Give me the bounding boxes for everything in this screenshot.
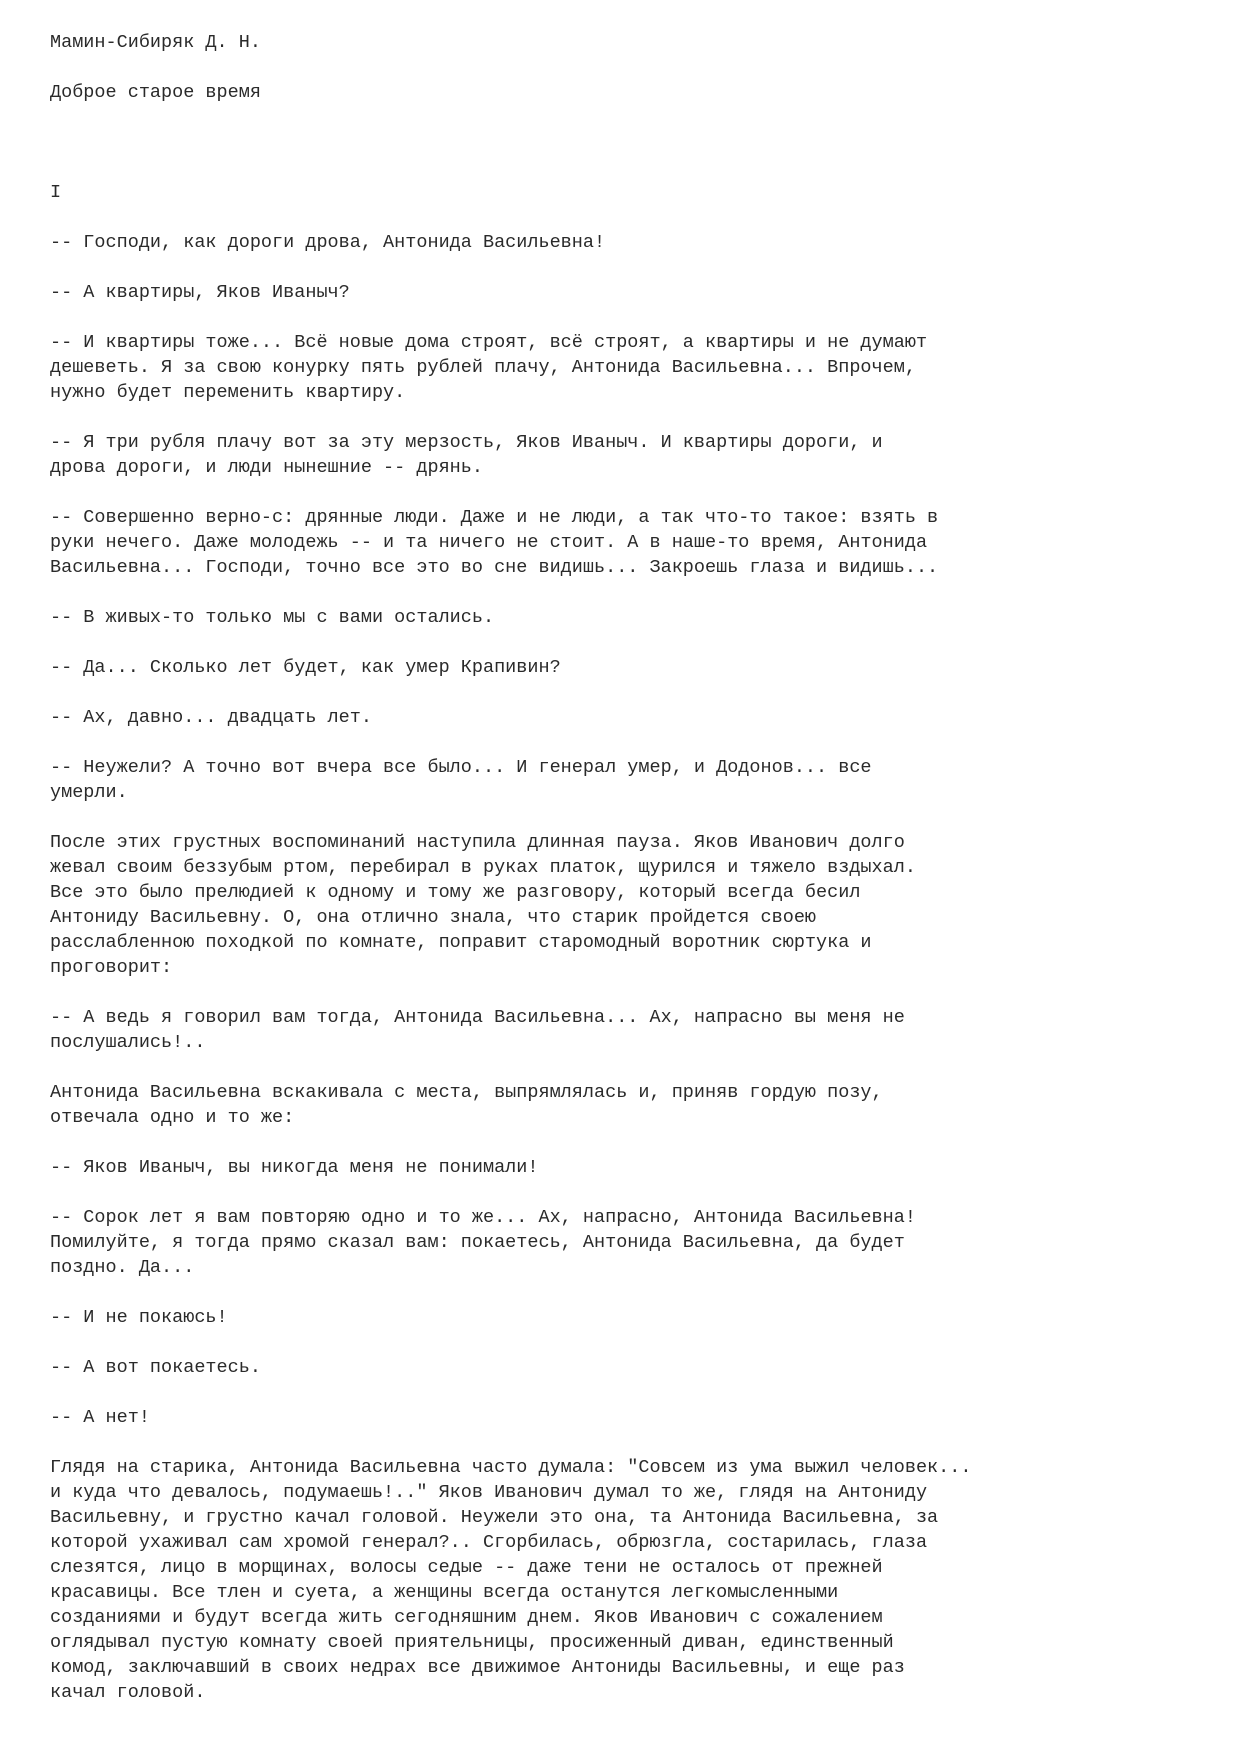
spacer — [50, 1180, 1220, 1205]
text-line: качал головой. — [50, 1682, 206, 1703]
text-line: Все это было прелюдией к одному и тому же разговору, который всегда бесил — [50, 882, 861, 903]
text-line: -- А квартиры, Яков Иваныч? — [50, 282, 350, 303]
text-line: созданиями и будут всегда жить сегодняшним днем. Яков Иванович с сожалением — [50, 1607, 883, 1628]
text-line: дешеветь. Я за свою конурку пять рублей плачу, Антонида Васильевна... Впрочем, — [50, 357, 916, 378]
text-line: которой ухаживал сам хромой генерал?.. Сгорбилась, обрюзгла, состарилась, глаза — [50, 1532, 928, 1553]
text-line: -- А нет! — [50, 1407, 150, 1428]
text-line: дрова дороги, и люди нынешние -- дрянь. — [50, 457, 483, 478]
text-line: Помилуйте, я тогда прямо сказал вам: покаетесь, Антонида Васильевна, да будет — [50, 1232, 905, 1253]
spacer — [50, 1380, 1220, 1405]
spacer — [50, 1430, 1220, 1455]
text-line: -- Совершенно верно-с: дрянные люди. Даже и не люди, а так что-то такое: взять в — [50, 507, 939, 528]
spacer — [50, 155, 1220, 180]
spacer — [50, 1055, 1220, 1080]
paragraph — [50, 230, 1220, 255]
text-line: После этих грустных воспоминаний наступила длинная пауза. Яков Иванович долго — [50, 832, 905, 853]
text-line: поздно. Да... — [50, 1257, 195, 1278]
paragraph — [50, 1005, 1220, 1055]
text-line: расслабленною походкой по комнате, поправит старомодный воротник сюртука и — [50, 932, 872, 953]
text-line: Васильевну, и грустно качал головой. Неужели это она, та Антонида Васильевна, за — [50, 1507, 939, 1528]
paragraph — [50, 1305, 1220, 1330]
spacer — [50, 630, 1220, 655]
author-line: Мамин-Сибиряк Д. Н. — [50, 32, 261, 53]
paragraph — [50, 655, 1220, 680]
text-line: -- И не покаюсь! — [50, 1307, 228, 1328]
text-line: нужно будет переменить квартиру. — [50, 382, 406, 403]
spacer — [50, 980, 1220, 1005]
text-line: отвечала одно и то же: — [50, 1107, 295, 1128]
text-line: -- А ведь я говорил вам тогда, Антонида Васильевна... Ах, напрасно вы меня не — [50, 1007, 905, 1028]
text-line: -- И квартиры тоже... Всё новые дома строят, всё строят, а квартиры и не думают — [50, 332, 928, 353]
spacer — [50, 1330, 1220, 1355]
spacer — [50, 255, 1220, 280]
paragraph — [50, 830, 1220, 980]
spacer — [50, 805, 1220, 830]
text-line: руки нечего. Даже молодежь -- и та ничего не стоит. А в наше-то время, Антонида — [50, 532, 928, 553]
spacer — [50, 405, 1220, 430]
text-line: -- Ах, давно... двадцать лет. — [50, 707, 372, 728]
text-line: и куда что девалось, подумаешь!.." Яков Иванович думал то же, глядя на Антониду — [50, 1482, 928, 1503]
spacer — [50, 55, 1220, 80]
paragraph — [50, 280, 1220, 305]
spacer — [50, 305, 1220, 330]
text-line: слезятся, лицо в морщинах, волосы седые -- даже тени не осталось от прежней — [50, 1557, 883, 1578]
text-line: красавицы. Все тлен и суета, а женщины всегда останутся легкомысленными — [50, 1582, 839, 1603]
text-line: -- В живых-то только мы с вами остались. — [50, 607, 495, 628]
paragraph — [50, 1355, 1220, 1380]
text-line: оглядывал пустую комнату своей приятельницы, просиженный диван, единственный — [50, 1632, 894, 1653]
paragraph — [50, 1205, 1220, 1280]
text-line: проговорит: — [50, 957, 173, 978]
text-line: -- Господи, как дороги дрова, Антонида Васильевна! — [50, 232, 606, 253]
document-title: Доброе старое время — [50, 82, 261, 103]
text-line: жевал своим беззубым ртом, перебирал в руках платок, щурился и тяжело вздыхал. — [50, 857, 916, 878]
paragraph — [50, 1455, 1220, 1705]
spacer — [50, 1280, 1220, 1305]
spacer — [50, 105, 1220, 155]
paragraph — [50, 705, 1220, 730]
text-line: Глядя на старика, Антонида Васильевна часто думала: "Совсем из ума выжил человек... — [50, 1457, 972, 1478]
spacer — [50, 730, 1220, 755]
paragraph — [50, 1080, 1220, 1130]
text-line: умерли. — [50, 782, 128, 803]
text-line: -- Я три рубля плачу вот за эту мерзость, Яков Иваныч. И квартиры дороги, и — [50, 432, 883, 453]
spacer — [50, 480, 1220, 505]
paragraph — [50, 755, 1220, 805]
text-line: послушались!.. — [50, 1032, 206, 1053]
text-line: -- Сорок лет я вам повторяю одно и то же... Ах, напрасно, Антонида Васильевна! — [50, 1207, 916, 1228]
paragraph — [50, 330, 1220, 405]
spacer — [50, 680, 1220, 705]
text-line: -- Неужели? А точно вот вчера все было... И генерал умер, и Додонов... все — [50, 757, 872, 778]
text-line: комод, заключавший в своих недрах все движимое Антониды Васильевны, и еще раз — [50, 1657, 905, 1678]
text-line: -- А вот покаетесь. — [50, 1357, 261, 1378]
text-line: -- Яков Иваныч, вы никогда меня не понимали! — [50, 1157, 539, 1178]
paragraph — [50, 1405, 1220, 1430]
spacer — [50, 580, 1220, 605]
spacer — [50, 205, 1220, 230]
text-line: Антонида Васильевна вскакивала с места, выпрямлялась и, приняв гордую позу, — [50, 1082, 883, 1103]
text-line: Васильевна... Господи, точно все это во сне видишь... Закроешь глаза и видишь... — [50, 557, 939, 578]
paragraph — [50, 1155, 1220, 1180]
paragraph — [50, 430, 1220, 480]
paragraph — [50, 505, 1220, 580]
paragraph — [50, 605, 1220, 630]
text-line: -- Да... Сколько лет будет, как умер Крапивин? — [50, 657, 561, 678]
spacer — [50, 1130, 1220, 1155]
text-line: Антониду Васильевну. О, она отлично знала, что старик пройдется своею — [50, 907, 817, 928]
chapter-heading: I — [50, 182, 62, 203]
document-page — [50, 30, 1220, 1705]
body-text — [50, 230, 1220, 1705]
